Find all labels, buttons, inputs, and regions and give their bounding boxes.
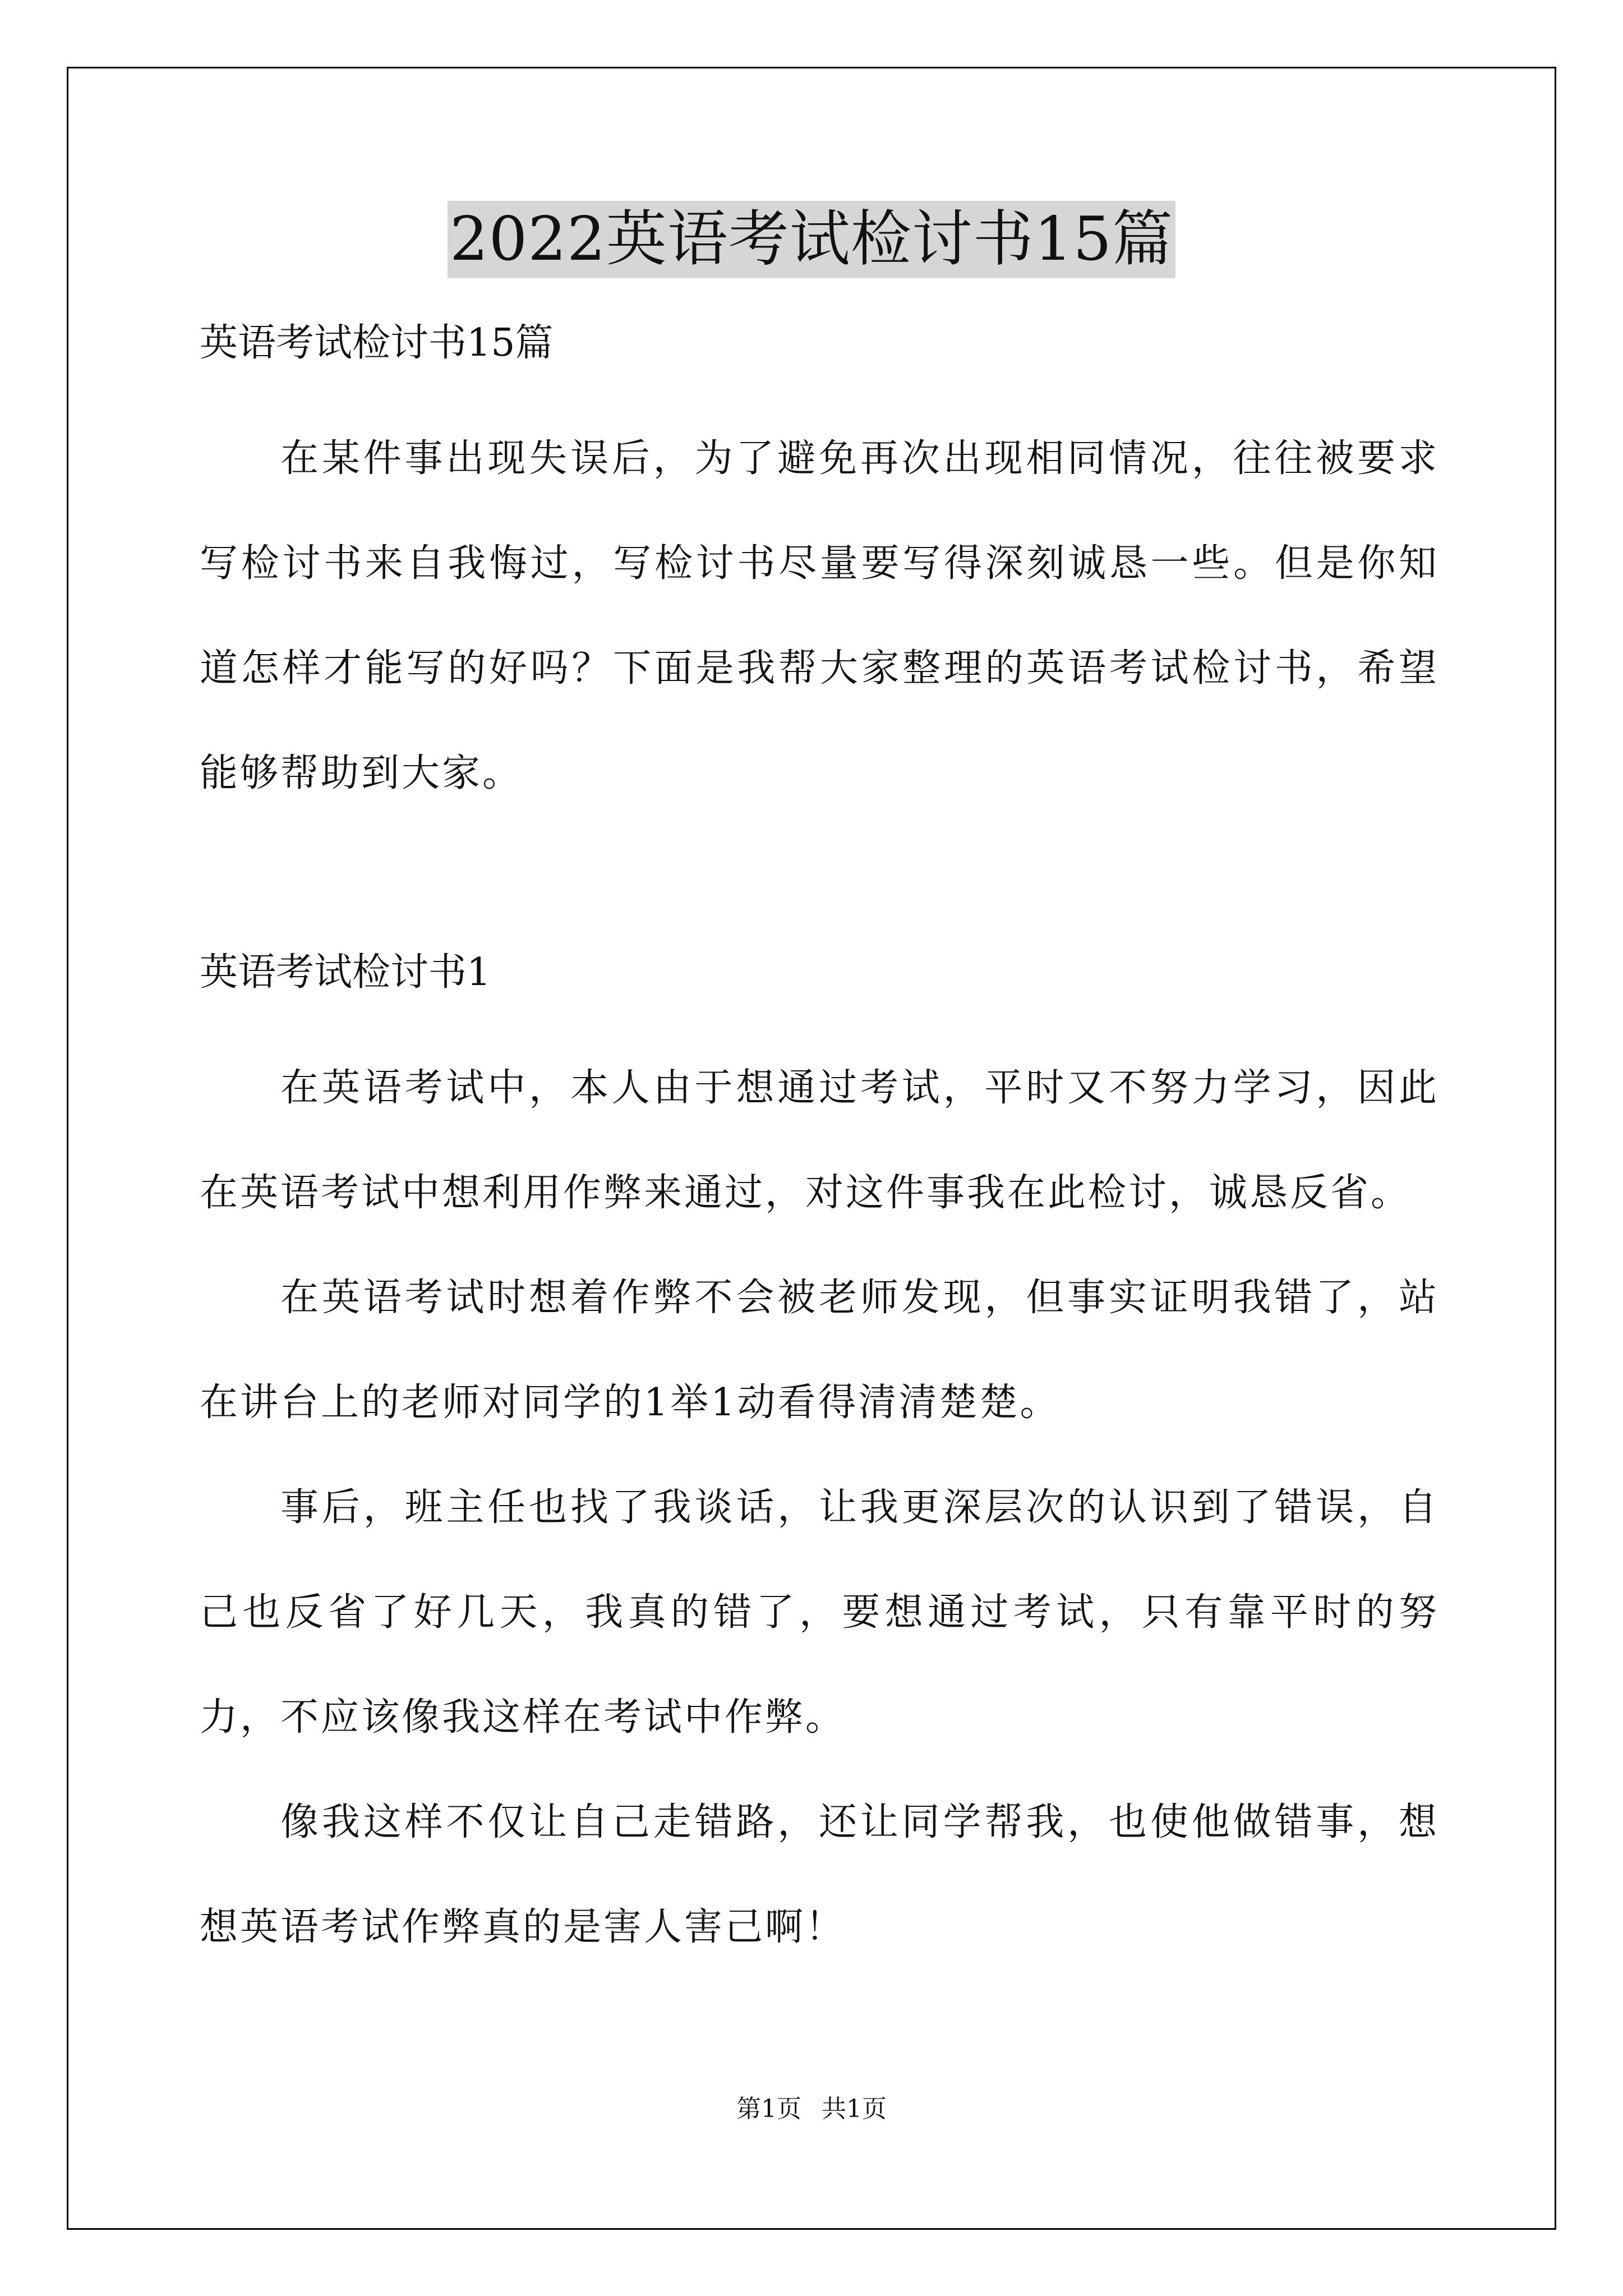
section-paragraph: 像我这样不仅让自己走错路，还让同学帮我，也使他做错事，想想英语考试作弊真的是害人害己啊！ — [200, 1800, 1439, 1949]
document-title: 2022英语考试检讨书15篇 — [448, 201, 1175, 278]
page-total: 共1页 — [822, 2095, 887, 2123]
section-paragraph: 在英语考试中，本人由于想通过考试，平时又不努力学习，因此在英语考试中想利用作弊来通过，对这件事我在此检讨，诚恳反省。 — [200, 1066, 1439, 1215]
section-paragraph: 事后，班主任也找了我谈话，让我更深层次的认识到了错误，自己也反省了好几天，我真的错了，要想通过考试，只有靠平时的努力，不应该像我这样在考试中作弊。 — [200, 1485, 1439, 1740]
page-number: 第1页 — [736, 2095, 801, 2123]
document-body — [200, 303, 1439, 1980]
page-footer — [0, 2092, 1623, 2126]
document-subtitle: 英语考试检讨书15篇 — [200, 321, 554, 365]
section-paragraph: 在英语考试时想着作弊不会被老师发现，但事实证明我错了，站在讲台上的老师对同学的1举1动看得清清楚楚。 — [200, 1276, 1439, 1425]
section-heading: 英语考试检讨书1 — [200, 950, 491, 995]
intro-paragraph: 在某件事出现失误后，为了避免再次出现相同情况，往往被要求写检讨书来自我悔过，写检讨书尽量要写得深刻诚恳一些。但是你知道怎样才能写的好吗？下面是我帮大家整理的英语考试检讨书，希望能够帮助到大家。 — [200, 436, 1439, 795]
title-container — [0, 201, 1623, 278]
